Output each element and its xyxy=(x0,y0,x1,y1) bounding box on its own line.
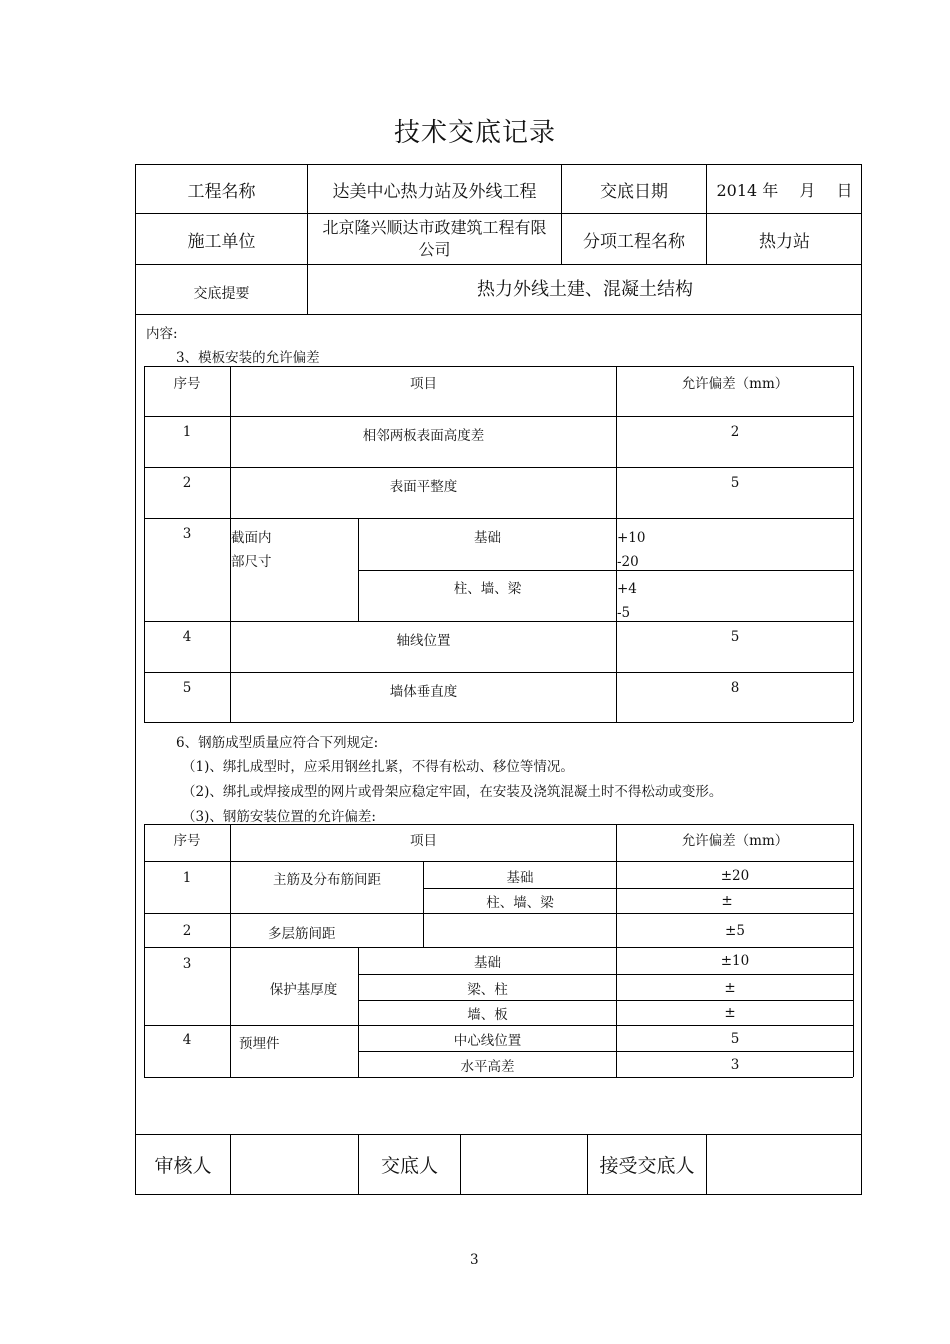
table2-row3-group: 保护基厚度 xyxy=(269,982,338,998)
table1-row2-item: 表面平整度 xyxy=(389,479,458,495)
project-name-value: 达美中心热力站及外线工程 xyxy=(332,181,537,202)
table2-row2-group: 多层筋间距 xyxy=(268,926,336,942)
table1-row2-no: 2 xyxy=(182,475,192,491)
section6-p2: （2)、绑扎或焊接成型的网片或骨架应稳定牢固，在安装及浇筑混凝土时不得松动或变形。 xyxy=(182,784,723,800)
page-title: 技术交底记录 xyxy=(393,118,556,148)
table2-row4-group: 预埋件 xyxy=(239,1036,280,1052)
discloser-label: 交底人 xyxy=(380,1154,438,1177)
table1-row1-no: 1 xyxy=(182,424,192,440)
table1-row5-value: 8 xyxy=(730,680,740,696)
table1-row1-value: 2 xyxy=(730,424,740,440)
table1-row5-item: 墙体垂直度 xyxy=(389,684,458,700)
date-value: 2014 年 月 日 xyxy=(716,180,853,200)
table1-row4-value: 5 xyxy=(730,629,740,645)
table1-row3-sub1-value-2: -20 xyxy=(617,554,639,570)
table1-row3-sub2-value-2: -5 xyxy=(617,605,631,621)
table1-row3-group xyxy=(231,521,358,581)
discloser-signature-field[interactable] xyxy=(461,1135,587,1193)
table1-row3-sub1-value xyxy=(617,521,853,571)
table2-row3-sub2-value: ± xyxy=(724,979,736,996)
table2-row1-sub2-item: 柱、墙、梁 xyxy=(486,895,554,911)
receiver-label: 接受交底人 xyxy=(599,1154,695,1177)
table1-row3-group-line1: 截面内 xyxy=(231,530,272,546)
contractor-label: 施工单位 xyxy=(187,231,256,252)
section6-p3: （3)、钢筋安装位置的允许偏差: xyxy=(182,809,376,825)
table1-header-no: 序号 xyxy=(173,376,201,392)
contractor-line-2: 公司 xyxy=(418,240,451,259)
project-name-label: 工程名称 xyxy=(187,181,256,202)
table2-row1-sub1-item: 基础 xyxy=(506,869,534,886)
table1-header-item: 项目 xyxy=(410,376,437,392)
contractor-line-1: 北京隆兴顺达市政建筑工程有限 xyxy=(322,218,547,237)
table2-row3-sub2-item: 梁、柱 xyxy=(467,981,508,998)
table1-row3-sub2-item: 柱、墙、梁 xyxy=(453,581,522,597)
table1-row3-sub2-value xyxy=(617,572,853,622)
receiver-signature-field[interactable] xyxy=(707,1135,862,1193)
summary-label: 交底提要 xyxy=(193,285,250,302)
date-label: 交底日期 xyxy=(600,181,668,202)
table1-row2-value: 5 xyxy=(730,475,740,491)
summary-value: 热力外线土建、混凝土结构 xyxy=(477,278,693,300)
table1-row3-sub1-value-1: +10 xyxy=(617,530,646,546)
table1-row3-no: 3 xyxy=(182,526,192,542)
table2-header-item: 项目 xyxy=(410,833,437,849)
table2-row3-sub3-item: 墙、板 xyxy=(467,1007,508,1023)
table1-row5-no: 5 xyxy=(182,680,192,696)
table2-row3-sub3-value: ± xyxy=(724,1005,736,1021)
table2-row1-sub1-value: ±20 xyxy=(720,867,750,884)
section3-title: 3、模板安装的允许偏差 xyxy=(176,350,320,366)
table2-row2-no: 2 xyxy=(182,922,192,939)
table1-row3-group-line2: 部尺寸 xyxy=(231,554,272,570)
subproject-label: 分项工程名称 xyxy=(583,231,685,252)
table2-row4-sub2-item: 水平高差 xyxy=(460,1058,515,1075)
table2-row1-group: 主筋及分布筋间距 xyxy=(273,872,381,888)
reviewer-signature-field[interactable] xyxy=(231,1135,358,1193)
table2-row4-no: 4 xyxy=(182,1032,192,1048)
table2-row3-sub1-value: ±10 xyxy=(720,953,750,969)
content-label: 内容: xyxy=(146,326,178,342)
table2-row1-sub2-value: ± xyxy=(721,893,733,909)
table2-header-tolerance: 允许偏差（mm） xyxy=(681,833,789,849)
table2-row3-sub1-item: 基础 xyxy=(474,955,501,971)
table1-row1-item: 相邻两板表面高度差 xyxy=(362,428,485,444)
table2-row4-sub1-value: 5 xyxy=(730,1030,740,1047)
table2-row3-no: 3 xyxy=(182,956,192,972)
reviewer-label: 审核人 xyxy=(154,1154,212,1177)
table2-row4-sub1-item: 中心线位置 xyxy=(453,1032,522,1049)
table1-header-tolerance: 允许偏差（mm） xyxy=(681,376,789,392)
table2-row1-no: 1 xyxy=(182,870,192,886)
table1-row4-item: 轴线位置 xyxy=(396,633,451,649)
subproject-value: 热力站 xyxy=(759,231,810,252)
table2-row2-value: ±5 xyxy=(725,922,745,939)
table1-row4-no: 4 xyxy=(182,629,192,645)
table1-row3-sub1-item: 基础 xyxy=(474,530,501,546)
page-number: 3 xyxy=(470,1252,479,1268)
section6-p1: （1)、绑扎成型时，应采用钢丝扎紧，不得有松动、移位等情况。 xyxy=(182,759,574,775)
table1-row3-sub2-value-1: +4 xyxy=(617,581,637,597)
table2-header-no: 序号 xyxy=(173,833,201,849)
table2-row4-sub2-value: 3 xyxy=(730,1056,740,1073)
contractor-value xyxy=(308,214,561,264)
section6-title: 6、钢筋成型质量应符合下列规定: xyxy=(176,735,379,751)
